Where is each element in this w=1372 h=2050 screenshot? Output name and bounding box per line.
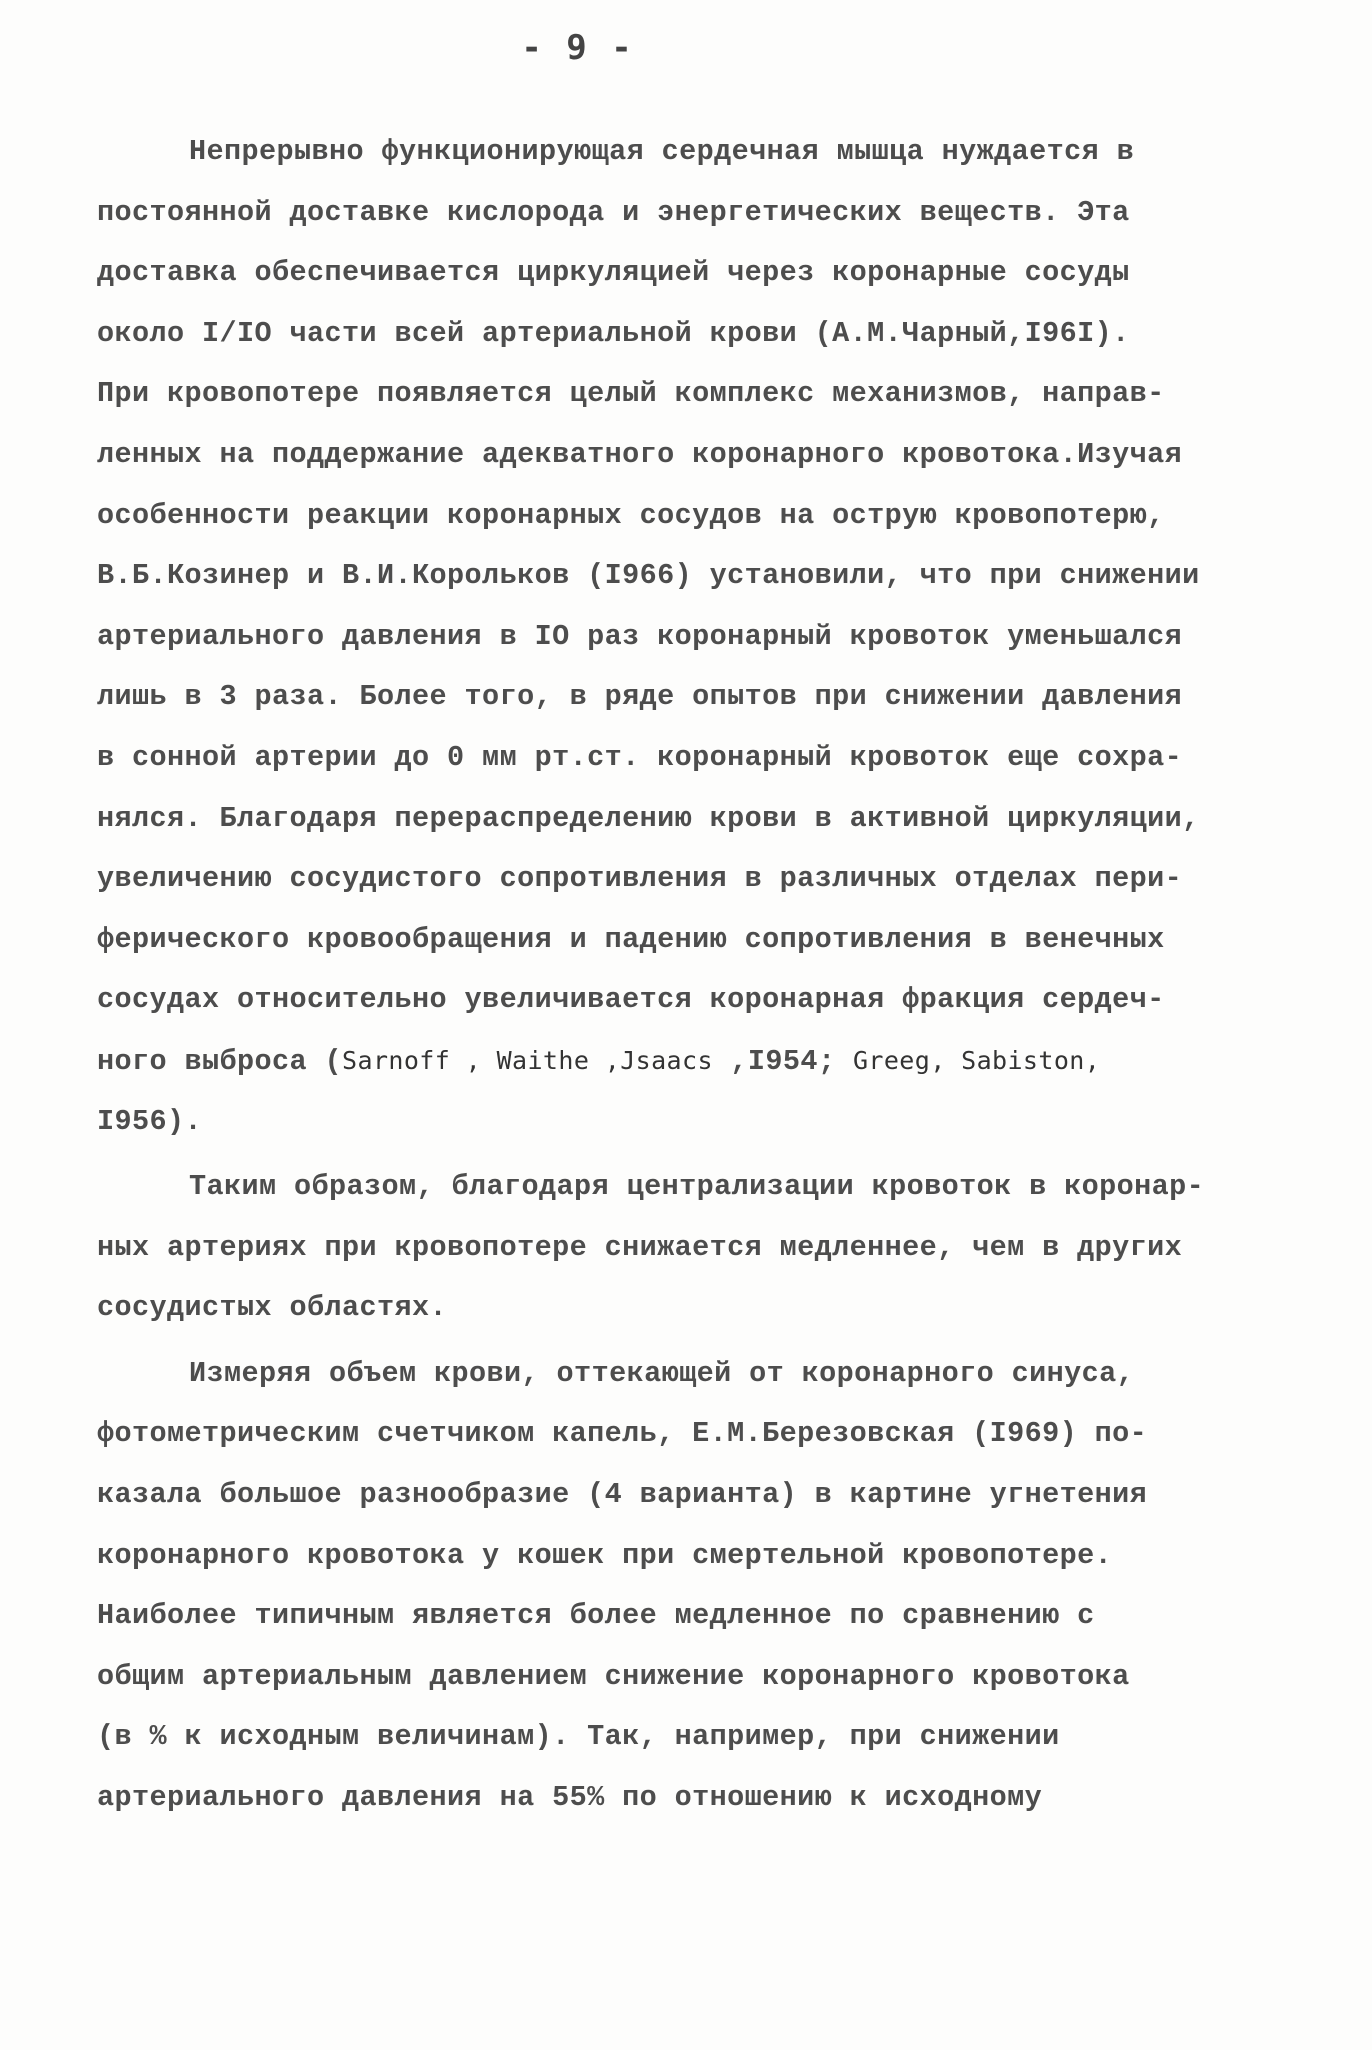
citation-author: Sabiston — [961, 1045, 1085, 1075]
text-line: артериального давления на 55% по отношению к исходному — [97, 1781, 1043, 1815]
text-line: Таким образом, благодаря централизации кровоток в коронар- — [189, 1170, 1205, 1204]
citation-author: Jsaacs — [620, 1045, 713, 1075]
text-line: Измеряя объем крови, оттекающей от коронарного синуса, — [189, 1356, 1135, 1390]
text-line: общим артериальным давлением снижение коронарного кровотока — [97, 1659, 1130, 1693]
text-line: увеличению сосудистого сопротивления в различных отделах пери- — [97, 862, 1183, 896]
text-line: около I/IO части всей артериальной крови (А.М.Чарный,I96I). — [97, 316, 1130, 350]
text-line: (в % к исходным величинам). Так, например, при снижении — [97, 1720, 1060, 1754]
citation-separator: , — [589, 1045, 621, 1075]
text-line: сосудах относительно увеличивается коронарная фракция сердеч- — [97, 983, 1165, 1017]
text-line: артериального давления в IO раз коронарный кровоток уменьшался — [97, 619, 1183, 653]
text-line: в сонной артерии до 0 мм рт.ст. коронарный кровоток еще сохра- — [97, 740, 1183, 774]
citation-separator: , — [1084, 1045, 1101, 1075]
citation-line — [97, 1031, 1287, 1092]
text-line: Наиболее типичным является более медленное по сравнению с — [97, 1599, 1095, 1633]
text-line: доставка обеспечивается циркуляцией через коронарные сосуды — [97, 256, 1130, 290]
text-line: В.Б.Козинер и В.И.Корольков (I966) установили, что при снижении — [97, 559, 1200, 593]
text-line: ных артериях при кровопотере снижается медленнее, чем в других — [97, 1230, 1183, 1264]
text-line: ферического кровообращения и падению сопротивления в венечных — [97, 922, 1165, 956]
citation-year: ,I954; — [712, 1044, 853, 1078]
text-line: ленных на поддержание адекватного коронарного кровотока.Изучая — [97, 437, 1183, 471]
text-line: постоянной доставке кислорода и энергетических веществ. Эта — [97, 195, 1130, 229]
body-text — [97, 122, 1287, 1829]
text-line: коронарного кровотока у кошек при смертельной кровопотере. — [97, 1538, 1113, 1572]
text-line: Непрерывно функционирующая сердечная мышца нуждается в — [189, 135, 1135, 168]
text-line: При кровопотере появляется целый комплекс механизмов, направ- — [97, 377, 1165, 411]
citation-author: Sarnoff — [342, 1045, 451, 1075]
text-line: I956). — [97, 1104, 203, 1138]
citation-prefix: ного выброса ( — [97, 1044, 343, 1078]
citation-author: Greeg — [852, 1045, 931, 1075]
text-line: нялся. Благодаря перераспределению крови в активной циркуляции, — [97, 801, 1200, 835]
citation-separator: , — [450, 1045, 497, 1075]
text-line: казала большое разнообразие (4 варианта) в картине угнетения — [97, 1478, 1148, 1512]
citation-separator: , — [930, 1045, 962, 1075]
text-line: особенности реакции коронарных сосудов на острую кровопотерю, — [97, 498, 1165, 532]
citation-author: Waithe — [496, 1045, 590, 1075]
text-line: фотометрическим счетчиком капель, Е.М.Березовская (I969) по- — [97, 1417, 1148, 1451]
page-number: - 9 - — [521, 28, 634, 68]
text-line: лишь в 3 раза. Более того, в ряде опытов при снижении давления — [97, 680, 1183, 714]
text-line: сосудистых областях. — [97, 1291, 448, 1325]
